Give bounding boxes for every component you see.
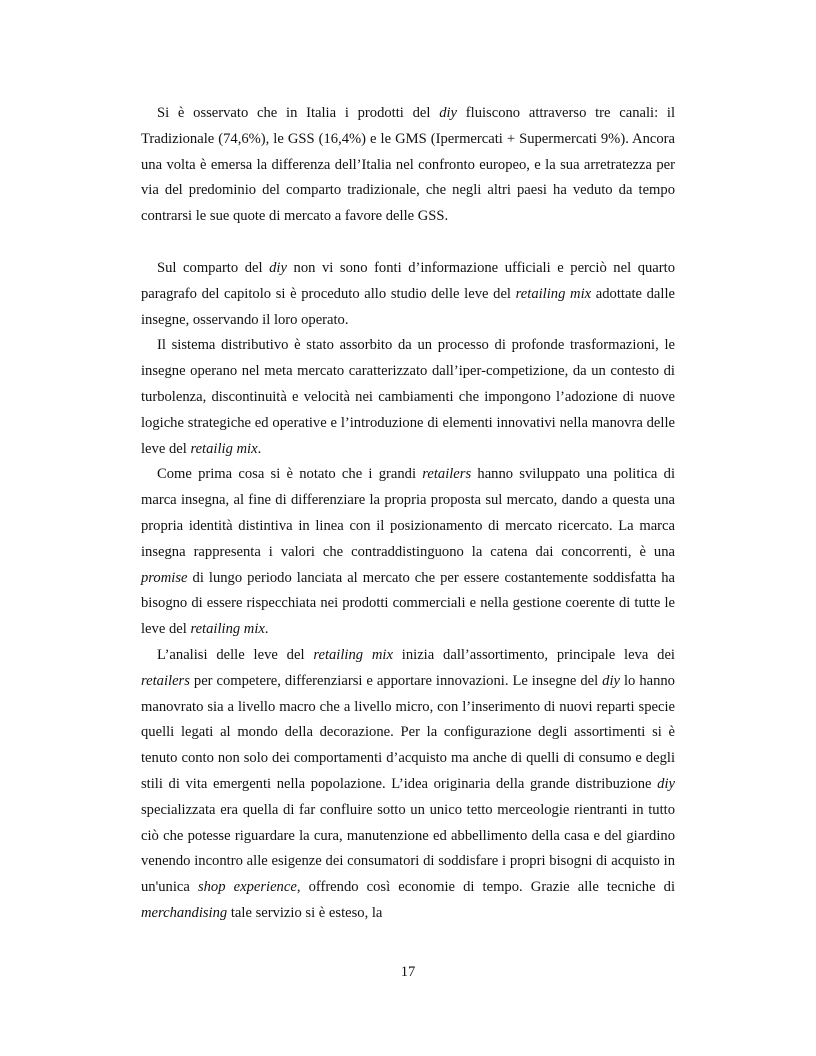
- text-run: lo hanno manovrato sia a livello macro che a livello micro, con l’inserimento di nuovi reparti specie quelli legati al mondo della decorazione. Per la configurazione degli assortimenti si è tenuto conto non solo dei comportamenti d’acquisto ma anche di quelli di consumo e degli stili di vita emergenti nella popolazione. L’idea originaria della grande distribuzione: [141, 672, 675, 792]
- text-run: hanno sviluppato una politica di marca insegna, al fine di differenziare la propria proposta sul mercato, dando a questa una propria identità distintiva in linea con il posizionamento di mercato ricercato. La marca insegna rappresenta i valori che contraddistinguono la catena dai concorrenti, è una: [141, 466, 675, 560]
- italic-term: diy: [439, 105, 458, 121]
- text-run: inizia dall’assortimento, principale leva dei: [392, 646, 675, 663]
- italic-term: retailers: [422, 466, 472, 483]
- paragraph-1: [141, 101, 675, 230]
- paragraph-5: [141, 643, 675, 927]
- text-run: L’analisi delle leve del: [157, 646, 314, 663]
- paragraph-3: [141, 333, 675, 462]
- text-run: di lungo periodo lanciata al mercato che per essere costantemente soddisfatta ha bisogno di essere rispecchiata nei prodotti commerciali e nella gestione coerente di tutte le leve del: [141, 569, 675, 638]
- text-run: non vi sono fonti d’informazione ufficiali e perciò nel quarto paragrafo del capitolo si è proceduto allo studio delle leve del: [141, 259, 675, 302]
- italic-term: retailig mix: [190, 440, 258, 457]
- italic-term: diy: [269, 259, 287, 276]
- text-run: per competere, differenziarsi e apportare innovazioni. Le insegne del: [189, 672, 603, 689]
- text-run: Il sistema distributivo è stato assorbito da un processo di profonde trasformazioni, le insegne operano nel meta mercato caratterizzato dall’iper-competizione, da un contesto di turbolenza, discontinuità e velocità nei cambiamenti che impongono l’adozione di nuove logiche strategiche ed operative e l’introduzione di elementi innovativi nella manovra delle leve del: [141, 337, 675, 457]
- text-run: fluiscono attraverso tre canali: il Tradizionale (74,6%), le GSS (16,4%) e le GMS (Ipermercati + Supermercati 9%). Ancora una volta è emersa la differenza dell’Italia nel confronto europeo, e la sua arretratezza per via del predominio del comparto tradizionale, che negli altri paesi ha veduto da tempo contrarsi le sue quote di mercato a favore delle GSS.: [141, 105, 676, 225]
- page-body: [141, 101, 675, 927]
- text-run: tale servizio si è esteso, la: [227, 904, 383, 921]
- italic-term: diy: [602, 672, 621, 689]
- italic-term: diy: [657, 775, 675, 792]
- italic-term: retailers: [141, 672, 190, 689]
- text-run: Si è osservato che in Italia i prodotti del: [157, 105, 440, 121]
- text-run: , offrendo così economie di tempo. Grazie alle tecniche di: [296, 879, 675, 896]
- italic-term: merchandising: [141, 904, 228, 921]
- text-run: .: [264, 621, 269, 638]
- italic-term: promise: [141, 569, 188, 586]
- italic-term: retailing mix: [190, 621, 265, 638]
- text-run: Come prima cosa si è notato che i grandi: [157, 466, 423, 483]
- italic-term: retailing mix: [313, 646, 393, 663]
- paragraph-gap: [141, 230, 675, 256]
- paragraph-4: [141, 462, 675, 643]
- paragraph-2: [141, 256, 675, 333]
- text-run: Sul comparto del: [157, 259, 270, 276]
- text-run: specializzata era quella di far confluire sotto un unico tetto merceologie rientranti in tutto ciò che potesse riguardare la cura, manutenzione ed abbellimento della casa e del giardino venendo incontro alle esigenze dei consumatori di soddisfare i propri bisogni di acquisto in un'unica: [141, 801, 675, 896]
- italic-term: retailing mix: [515, 285, 592, 302]
- text-run: .: [257, 440, 262, 457]
- italic-term: shop experience: [197, 879, 297, 896]
- text-run: adottate dalle insegne, osservando il loro operato.: [141, 285, 675, 328]
- page-number: 17: [400, 964, 416, 980]
